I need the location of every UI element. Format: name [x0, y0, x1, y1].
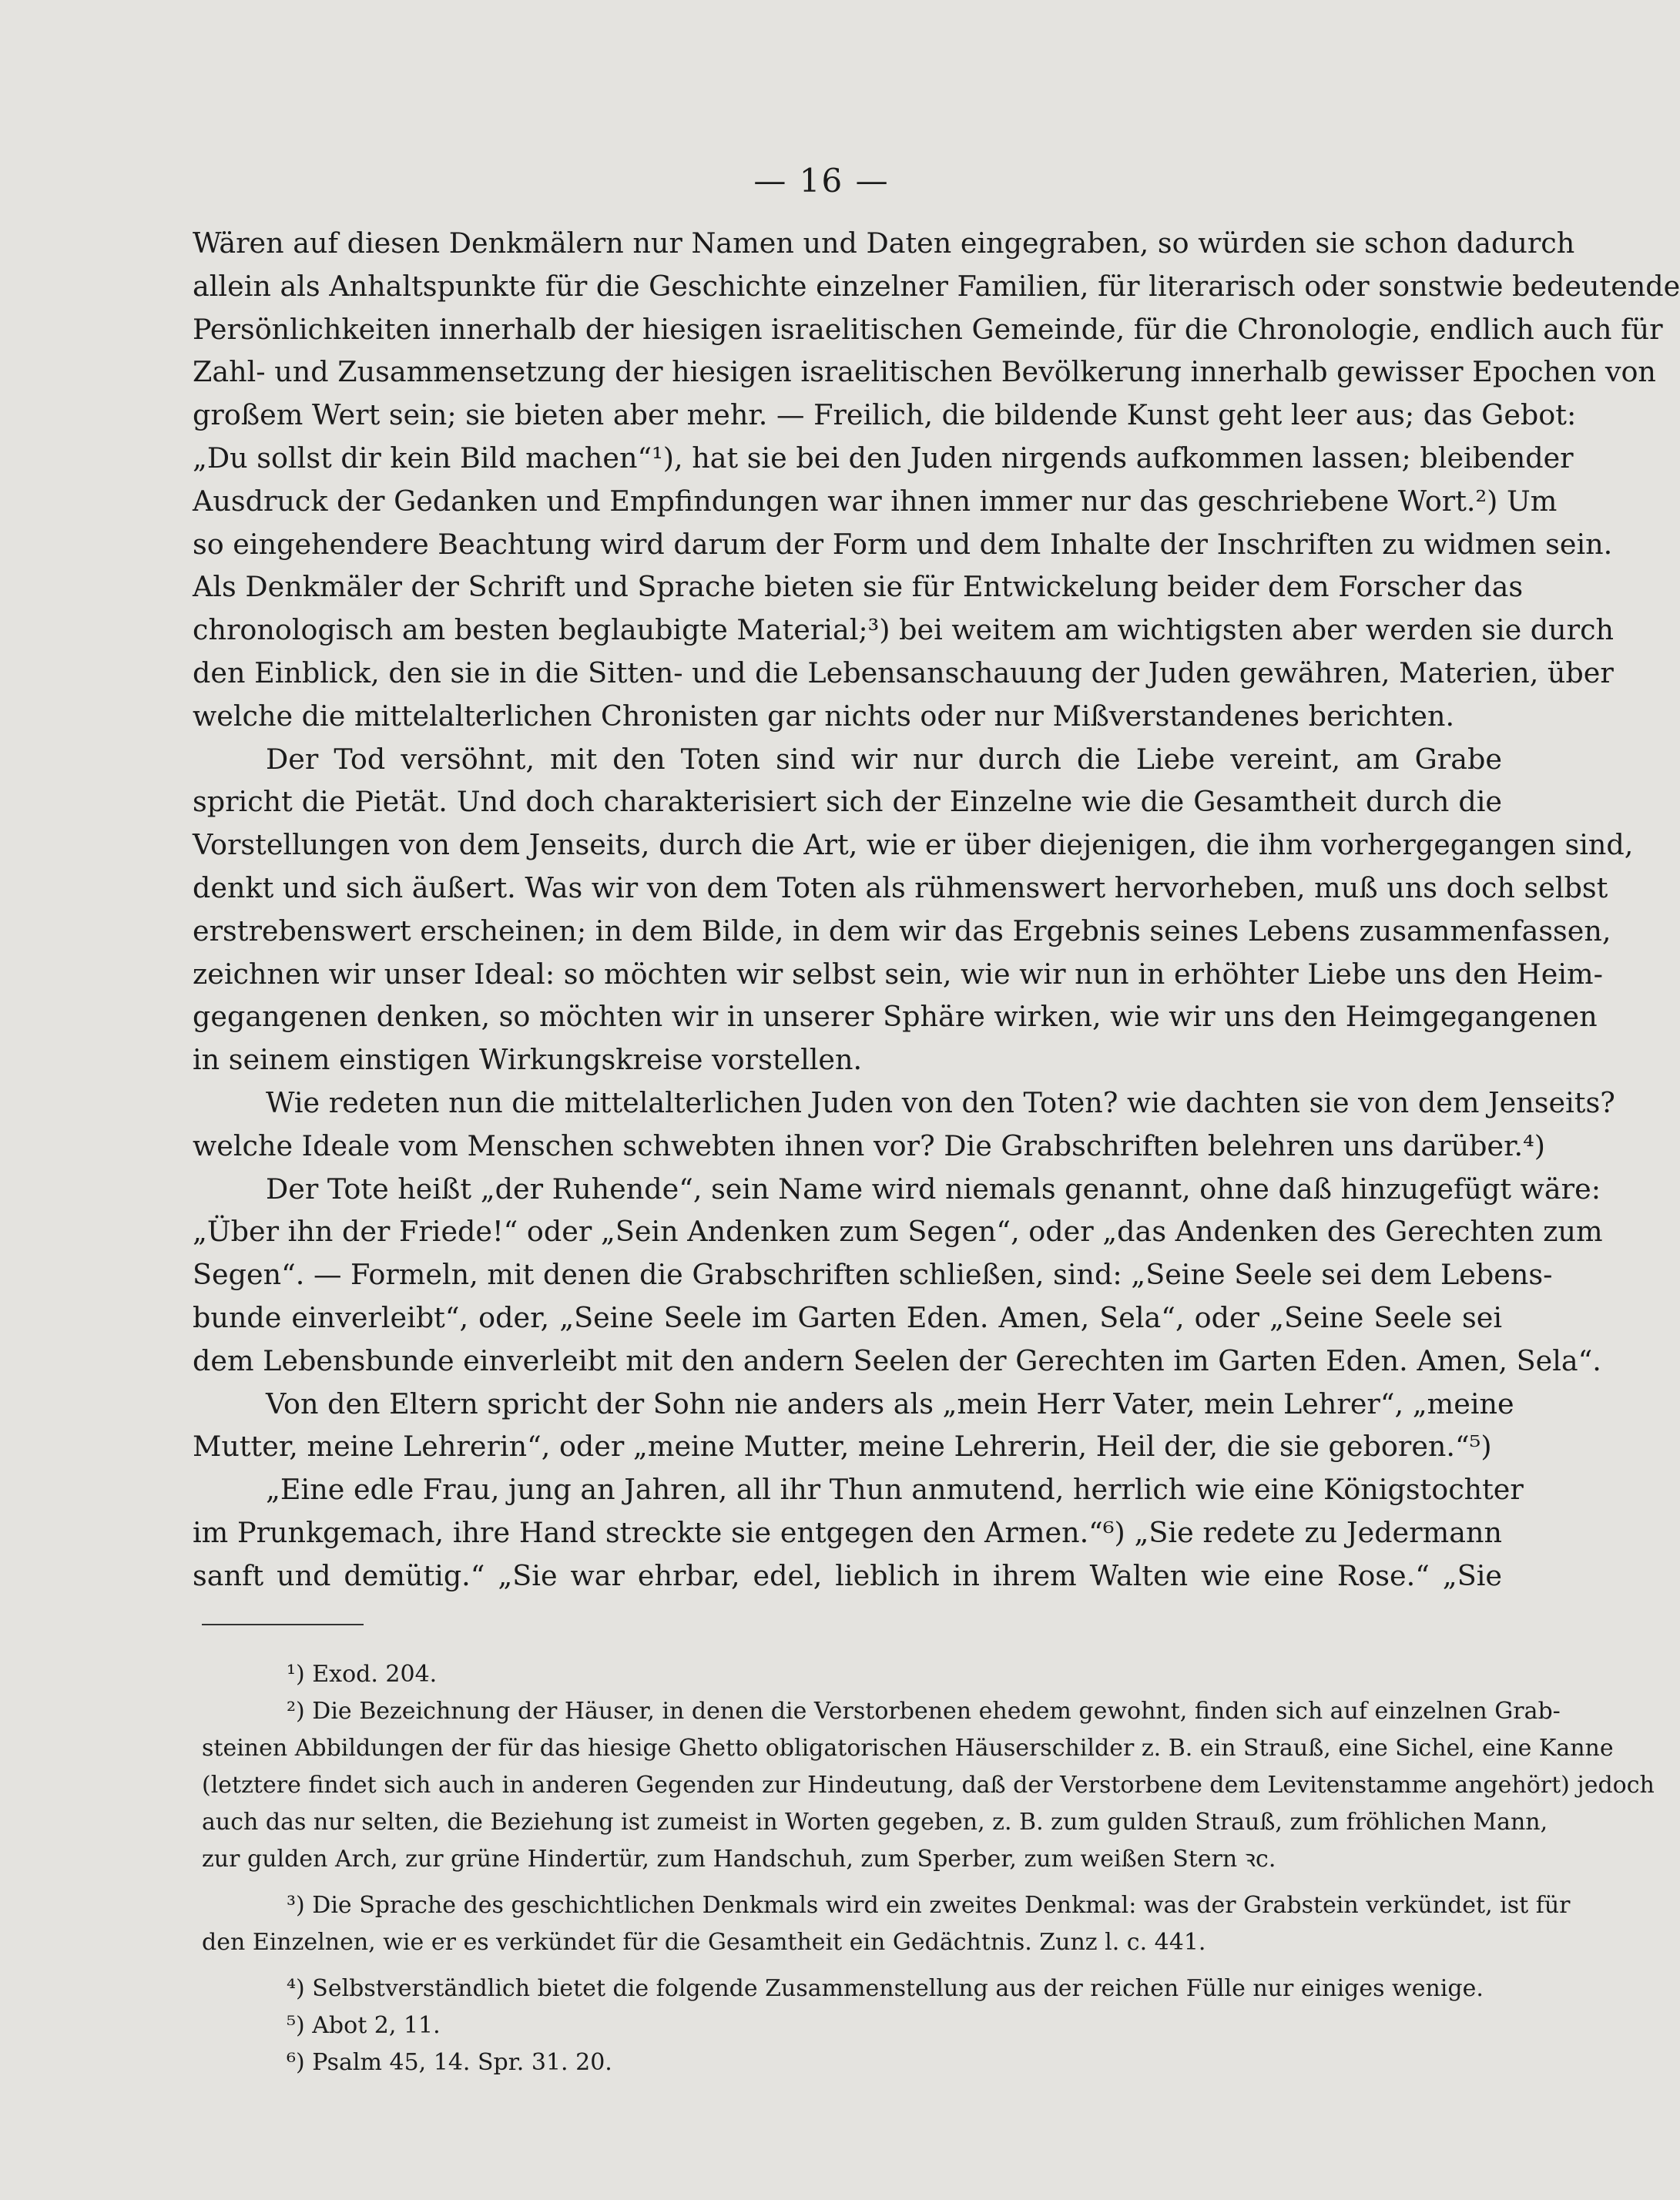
footnote: [202, 1970, 1484, 2007]
text-line: in seinem einstigen Wirkungskreise vorstellen.: [193, 1043, 863, 1077]
text-line: zeichnen wir unser Ideal: so möchten wir selbst sein, wie wir nun in erhöhter Liebe uns den Heim-: [193, 957, 1603, 991]
footnote-line: (letztere findet sich auch in anderen Gegenden zur Hindeutung, daß der Verstorbene dem Levitenstamme angehört) jedoch: [202, 1772, 1655, 1799]
text-line: Vorstellungen von dem Jenseits, durch die Art, wie er über diejenigen, die ihm vorhergegangen sind,: [193, 828, 1634, 862]
page-number: — 16 —: [753, 162, 890, 200]
text-line: denkt und sich äußert. Was wir von dem Toten als rühmenswert hervorheben, muß uns doch selbst: [193, 870, 1608, 904]
footnote-line: ³) Die Sprache des geschichtlichen Denkmals wird ein zweites Denkmal: was der Grabstein verkündet, ist für: [287, 1892, 1571, 1919]
text-line: Von den Eltern spricht der Sohn nie anders als „mein Herr Vater, mein Lehrer“, „meine: [266, 1387, 1514, 1420]
text-line: Wären auf diesen Denkmälern nur Namen und Daten eingegraben, so würden sie schon dadurch: [193, 226, 1575, 260]
text-line: erstrebenswert erscheinen; in dem Bilde, in dem wir das Ergebnis seines Lebens zusammenfassen,: [193, 914, 1611, 947]
text-line: bunde einverleibt“, oder, „Seine Seele im Garten Eden. Amen, Sela“, oder „Seine Seele sei: [193, 1300, 1502, 1334]
paragraph: [193, 1383, 1514, 1469]
footnote-line: auch das nur selten, die Beziehung ist zumeist in Worten gegeben, z. B. zum gulden Strauß, zum fröhlichen Mann,: [202, 1809, 1548, 1836]
text-line: spricht die Pietät. Und doch charakterisiert sich der Einzelne wie die Gesamtheit durch die: [193, 785, 1502, 819]
text-line: sanft und demütig.“ „Sie war ehrbar, edel, lieblich in ihrem Walten wie eine Rose.“ „Sie: [193, 1558, 1502, 1592]
text-line: allein als Anhaltspunkte für die Geschichte einzelner Familien, für literarisch oder sonstwie bedeutende: [193, 269, 1680, 303]
footnote-line: zur gulden Arch, zur grüne Hindertür, zum Handschuh, zum Sperber, zum weißen Stern ꝛc.: [202, 1846, 1276, 1873]
footnote-line: ¹) Exod. 204.: [287, 1661, 438, 1688]
footnote-line: steinen Abbildungen der für das hiesige Ghetto obligatorischen Häuserschilder z. B. ein Strauß, eine Sichel, eine Kanne: [202, 1735, 1614, 1762]
text-line: Persönlichkeiten innerhalb der hiesigen israelitischen Gemeinde, für die Chronologie, endlich auch für: [193, 312, 1663, 346]
text-line: welche die mittelalterlichen Chronisten gar nichts oder nur Mißverstandenes berichten.: [193, 699, 1455, 733]
text-line: so eingehendere Beachtung wird darum der Form und dem Inhalte der Inschriften zu widmen sein.: [193, 527, 1613, 561]
text-line: den Einblick, den sie in die Sitten- und die Lebensanschauung der Juden gewähren, Materien, über: [193, 656, 1614, 689]
footnote-line: den Einzelnen, wie er es verkündet für die Gesamtheit ein Gedächtnis. Zunz l. c. 441.: [202, 1929, 1206, 1956]
paragraph: [193, 222, 1680, 738]
text-line: chronologisch am besten beglaubigte Material;³) bei weitem am wichtigsten aber werden sie durch: [193, 613, 1615, 647]
text-line: Wie redeten nun die mittelalterlichen Juden von den Toten? wie dachten sie von dem Jenseits?: [266, 1085, 1615, 1119]
footnote-line: ⁶) Psalm 45, 14. Spr. 31. 20.: [287, 2049, 612, 2076]
text-line: Segen“. — Formeln, mit denen die Grabschriften schließen, sind: „Seine Seele sei dem Lebens-: [193, 1258, 1553, 1292]
body-text: [193, 222, 1680, 1598]
text-line: im Prunkgemach, ihre Hand streckte sie entgegen den Armen.“⁶) „Sie redete zu Jedermann: [193, 1515, 1502, 1549]
text-line: welche Ideale vom Menschen schwebten ihnen vor? Die Grabschriften belehren uns darüber.⁴): [193, 1129, 1546, 1162]
footnote-divider: [202, 1624, 364, 1625]
text-line: „Eine edle Frau, jung an Jahren, all ihr Thun anmutend, herrlich wie eine Königstochter: [266, 1473, 1524, 1507]
paragraph: [193, 1168, 1603, 1383]
text-line: Ausdruck der Gedanken und Empfindungen war ihnen immer nur das geschriebene Wort.²) Um: [193, 484, 1558, 518]
text-line: Als Denkmäler der Schrift und Sprache bieten sie für Entwickelung beider dem Forscher das: [193, 570, 1524, 604]
text-line: Mutter, meine Lehrerin“, oder „meine Mutter, meine Lehrerin, Heil der, die sie geboren.“⁵): [193, 1430, 1492, 1464]
text-line: großem Wert sein; sie bieten aber mehr. — Freilich, die bildende Kunst geht leer aus; das Gebot:: [193, 398, 1577, 432]
footnote-line: ⁵) Abot 2, 11.: [287, 2012, 441, 2039]
paragraph: [193, 738, 1634, 1082]
text-line: Der Tod versöhnt, mit den Toten sind wir nur durch die Liebe vereint, am Grabe: [266, 742, 1502, 776]
text-line: Zahl- und Zusammensetzung der hiesigen israelitischen Bevölkerung innerhalb gewisser Epochen von: [193, 355, 1656, 389]
footnote-line: ²) Die Bezeichnung der Häuser, in denen die Verstorbenen ehedem gewohnt, finden sich auf einzelnen Grab-: [287, 1698, 1561, 1725]
text-line: Der Tote heißt „der Ruhende“, sein Name wird niemals genannt, ohne daß hinzugefügt wäre:: [266, 1172, 1601, 1206]
footnote-line: ⁴) Selbstverständlich bietet die folgende Zusammenstellung aus der reichen Fülle nur einiges wenige.: [287, 1975, 1484, 2002]
paragraph: [193, 1082, 1615, 1168]
footnote: [202, 2007, 1457, 2044]
text-line: „Über ihn der Friede!“ oder „Sein Andenken zum Segen“, oder „das Andenken des Gerechten zum: [193, 1215, 1603, 1249]
text-line: dem Lebensbunde einverleibt mit den andern Seelen der Gerechten im Garten Eden. Amen, Sela“.: [193, 1343, 1601, 1377]
paragraph: [193, 1468, 1524, 1597]
footnote: [202, 2044, 1457, 2081]
footnote: [202, 1887, 1571, 1961]
footnote: [202, 1693, 1655, 1878]
text-line: gegangenen denken, so möchten wir in unserer Sphäre wirken, wie wir uns den Heimgegangenen: [193, 1000, 1598, 1034]
footnotes: [202, 1656, 1655, 2081]
text-line: „Du sollst dir kein Bild machen“¹), hat sie bei den Juden nirgends aufkommen lassen; bleibender: [193, 441, 1574, 475]
footnote: [202, 1656, 1457, 1693]
